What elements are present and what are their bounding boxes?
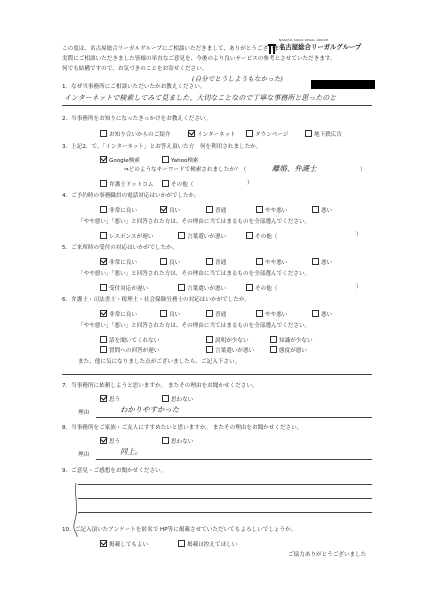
q9-question: 9．ご意見・ご感想をお聞かせください。 <box>62 468 167 474</box>
checkbox[interactable] <box>160 310 167 317</box>
checkbox-checked[interactable] <box>100 395 107 402</box>
checkbox[interactable] <box>100 206 107 213</box>
q1-handwritten-note: (自分でとうしようもなかった) <box>192 75 283 83</box>
q4-rating-somewhat-bad[interactable]: やや悪い <box>256 206 287 215</box>
checkbox[interactable] <box>312 258 319 265</box>
q7-question: 7．当事務所に依頼しようと思いますか。 またその理由をお聞かせください。 <box>62 383 258 389</box>
q6-rating-bad[interactable]: 悪い <box>312 310 332 319</box>
checkbox[interactable] <box>162 437 169 444</box>
checkbox[interactable] <box>206 336 213 343</box>
q3-keyword-close: ） <box>360 167 366 173</box>
q6-reason-slow-answer[interactable]: 質問への回答が遅い <box>100 346 159 355</box>
q5-reason-other[interactable]: その他（ <box>246 284 277 293</box>
q4-rating-very-good[interactable]: 非常に良い <box>100 206 137 215</box>
q7-reason-handwritten: わかりやすかった <box>120 405 180 414</box>
checkbox[interactable] <box>100 232 107 239</box>
intro-line-2: 実際にご相談いただきました皆様の率直なご意見を、今後のより良いサービスの参考とさせていただきます。 <box>62 56 336 62</box>
brand-name: 名古屋総合リーガルグループ <box>279 43 362 51</box>
q8-reason-line <box>96 459 372 460</box>
q1-question: 1．なぜ当事務所にご相談いただいたかお教えください。 <box>62 84 206 90</box>
checkbox[interactable] <box>256 258 263 265</box>
q9-line-1 <box>78 484 372 485</box>
q1-answer-line <box>62 105 372 106</box>
q3-keyword-handwritten: 離婚、弁護士 <box>272 164 317 173</box>
checkbox[interactable] <box>256 310 263 317</box>
checkbox[interactable] <box>178 232 185 239</box>
q7-option-yes[interactable]: 思う <box>100 395 120 404</box>
q6-reason-language[interactable]: 言葉遣いが悪い <box>206 346 254 355</box>
q6-question: 6．弁護士・司法書士・税理士・社会保険労務士の対応はいかがでしたか。 <box>62 297 251 303</box>
q2-question: 2．当事務所をお知りになったきっかけをお教えください。 <box>62 116 211 122</box>
q3-option-bengoshi[interactable]: 弁護士ドットコム <box>100 180 153 189</box>
checkbox[interactable] <box>206 258 213 265</box>
intro-line-3: 何でも結構ですので、お気づきのことをお寄せください。 <box>62 66 208 72</box>
q6-reason-attitude[interactable]: 態度が悪い <box>270 346 307 355</box>
q5-follow-up: 「やや悪い」「悪い」と回答された方は、その理由に当てはまるものを全部選んでください。 <box>78 271 311 277</box>
checkbox[interactable] <box>162 395 169 402</box>
checkbox[interactable] <box>178 540 185 547</box>
q3-other-close: ） <box>247 180 253 186</box>
q10-question: 10．ご記入頂いたアンケートを匿名で HP等に掲載させていただいてもよろしいでしょうか。 <box>62 527 297 533</box>
checkbox[interactable] <box>256 206 263 213</box>
q9-line-3 <box>78 512 372 513</box>
checkbox[interactable] <box>312 206 319 213</box>
q3-option-other[interactable]: その他（ <box>162 180 193 189</box>
q1-handwritten-answer: インターネットで検索してみて見ました、大切なことなので丁寧な事務所と思ったのと <box>64 94 337 102</box>
redaction-block <box>311 80 375 89</box>
q5-question: 5．ご来所時の受付の対応はいかがでしたか。 <box>62 245 178 251</box>
q3-keyword-prompt: ⇒どのようなキーワードで検索されましたか？（ <box>124 167 247 173</box>
q7-reason-line <box>96 417 372 418</box>
q2-option-internet[interactable]: インターネット <box>188 130 236 139</box>
checkbox[interactable] <box>100 336 107 343</box>
q5-reason-slow[interactable]: 受付対応が遅い <box>100 284 148 293</box>
q9-line-2 <box>78 498 372 499</box>
checkbox[interactable] <box>246 284 253 291</box>
q6-rating-normal[interactable]: 普通 <box>206 310 226 319</box>
q4-question: 4．ご予約時の事務職員の電話対応はいかがでしたか。 <box>62 193 200 199</box>
q8-reason-label: 理由 <box>78 452 90 458</box>
q4-rating-normal[interactable]: 普通 <box>206 206 226 215</box>
q4-rating-good[interactable]: 良い <box>160 206 180 215</box>
q4-reason-other[interactable]: その他（ <box>246 232 277 241</box>
intro-line-1: この度は、名古屋総合リーガルグループにご相談いただきまして、ありがとうございます。 <box>62 46 291 52</box>
checkbox[interactable] <box>100 130 107 137</box>
q4-other-close: ） <box>356 232 362 238</box>
q8-option-no[interactable]: 思わない <box>162 437 193 446</box>
q3-option-yahoo[interactable]: Yahoo検索 <box>162 156 199 165</box>
q6-reason-not-listening[interactable]: 話を聞いてくれない <box>100 336 159 345</box>
checkbox[interactable] <box>100 284 107 291</box>
checkbox[interactable] <box>206 346 213 353</box>
checkbox[interactable] <box>160 258 167 265</box>
q10-option-yes[interactable]: 掲載してもよい <box>100 540 148 549</box>
checkbox[interactable] <box>162 180 169 187</box>
checkbox-checked[interactable] <box>188 130 195 137</box>
checkbox[interactable] <box>100 346 107 353</box>
q5-reason-language[interactable]: 言葉遣いが悪い <box>178 284 226 293</box>
checkbox[interactable] <box>162 156 169 163</box>
q4-reason-language[interactable]: 言葉遣いが悪い <box>178 232 226 241</box>
checkbox-checked[interactable] <box>100 540 107 547</box>
checkbox[interactable] <box>178 284 185 291</box>
q5-rating-very-good[interactable]: 非常に良い <box>100 258 137 267</box>
q6-rating-very-good[interactable]: 非常に良い <box>100 310 137 319</box>
q5-other-close: ） <box>356 284 362 290</box>
q8-option-yes[interactable]: 思う <box>100 437 120 446</box>
q7-option-no[interactable]: 思わない <box>162 395 193 404</box>
checkbox[interactable] <box>246 130 253 137</box>
checkbox[interactable] <box>100 180 107 187</box>
q5-rating-normal[interactable]: 普通 <box>206 258 226 267</box>
checkbox[interactable] <box>206 206 213 213</box>
checkbox[interactable] <box>312 310 319 317</box>
q6-other-prompt: また、他に気になりました点がございましたら、ご記入下さい。 <box>78 359 241 365</box>
q4-rating-bad[interactable]: 悪い <box>312 206 332 215</box>
q7-reason-label: 理由 <box>78 410 90 416</box>
q5-rating-somewhat-bad[interactable]: やや悪い <box>256 258 287 267</box>
checkbox[interactable] <box>246 232 253 239</box>
footer-thanks: ご協力ありがとうございました <box>288 552 367 558</box>
q5-rating-bad[interactable]: 悪い <box>312 258 332 267</box>
q3-option-google[interactable]: Google検索 <box>100 156 140 165</box>
q10-option-no[interactable]: 掲載は控えてほしい <box>178 540 237 549</box>
checkbox-checked[interactable] <box>100 156 107 163</box>
checkbox-checked[interactable] <box>100 258 107 265</box>
checkbox[interactable] <box>270 336 277 343</box>
q2-option-referral[interactable]: お知り合いからのご紹介 <box>100 130 171 139</box>
q6-reason-little-knowledge[interactable]: 知識が少ない <box>270 336 313 345</box>
q6-rating-somewhat-bad[interactable]: やや悪い <box>256 310 287 319</box>
q4-reason-slow[interactable]: レスポンスが遅い <box>100 232 153 241</box>
q3-question: 3．上記2．で、「インターネット」とお答え頂いた方 何を利用されましたか。 <box>62 144 262 150</box>
checkbox[interactable] <box>206 310 213 317</box>
q5-rating-good[interactable]: 良い <box>160 258 180 267</box>
brand-small: NAGOYA SOGO LEGAL GROUP <box>279 38 329 42</box>
checkbox[interactable] <box>270 346 277 353</box>
q2-option-townpage[interactable]: タウンページ <box>246 130 288 139</box>
q4-follow-up: 「やや悪い」「悪い」と回答された方は、その理由に当てはまるものを全部選んでください。 <box>78 219 311 225</box>
q6-follow-up: 「やや悪い」「悪い」と回答された方は、その理由に当てはまるものを全部選んでください。 <box>78 323 311 329</box>
q6-answer-line <box>62 374 372 375</box>
checkbox-checked[interactable] <box>160 206 167 213</box>
q8-question: 8．当事務所をご家族・ご友人にすすめたいと思いますか。 またその理由をお聞かせください。 <box>62 425 303 431</box>
q2-option-subway-ad[interactable]: 地下鉄広告 <box>305 130 342 139</box>
checkbox-checked[interactable] <box>100 310 107 317</box>
q6-rating-good[interactable]: 良い <box>160 310 180 319</box>
q6-reason-little-explanation[interactable]: 説明が少ない <box>206 336 249 345</box>
checkbox[interactable] <box>305 130 312 137</box>
q8-reason-handwritten: 同上。 <box>120 447 143 456</box>
checkbox-checked[interactable] <box>100 437 107 444</box>
